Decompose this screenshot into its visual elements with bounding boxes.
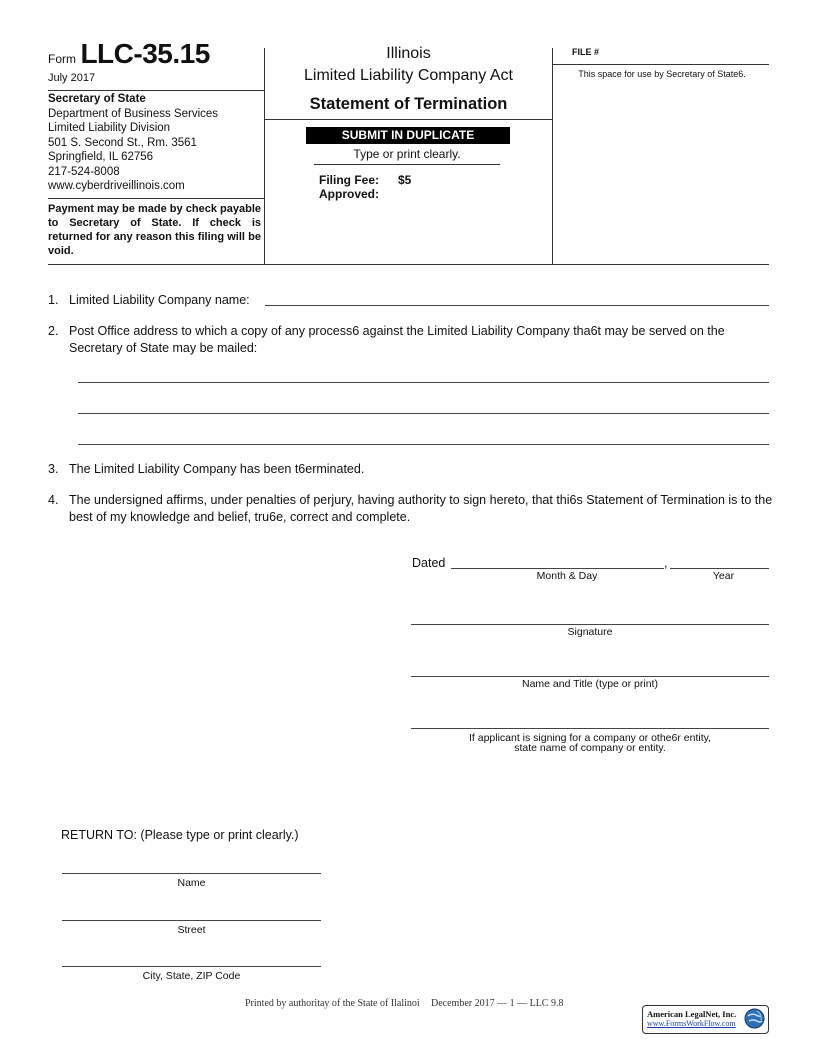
filing-fee-value: $5 bbox=[398, 173, 412, 187]
payment-note: Payment may be made by check payable to Secretary of State. If check is returned for any reason this filing will be void. bbox=[48, 203, 261, 257]
approved-label: Approved: bbox=[319, 187, 379, 201]
header-left-divider-1 bbox=[48, 90, 264, 91]
vendor-name: American LegalNet, Inc. bbox=[647, 1009, 737, 1019]
address-line: Department of Business Services bbox=[48, 107, 219, 120]
signature-caption: Signature bbox=[567, 626, 613, 638]
file-number-line bbox=[552, 64, 769, 65]
agency-block bbox=[48, 92, 263, 194]
po-address-field-3[interactable] bbox=[78, 444, 769, 445]
footer-printed-by: Printed by authoritay of the State of Ilalinoi bbox=[245, 998, 420, 1009]
form-date: July 2017 bbox=[48, 72, 96, 84]
state-name: Illinois bbox=[386, 45, 431, 62]
globe-icon bbox=[744, 1008, 765, 1029]
dated-year-field[interactable] bbox=[670, 568, 769, 569]
form-prefix: Form bbox=[48, 52, 76, 66]
dated-comma: , bbox=[664, 556, 668, 570]
address-line: Limited Liability Division bbox=[48, 122, 171, 134]
return-street-caption: Street bbox=[177, 924, 206, 936]
agency-name: Secretary of State bbox=[48, 93, 146, 105]
submit-banner: SUBMIT IN DUPLICATE bbox=[306, 127, 510, 144]
file-number-label: FILE # bbox=[572, 47, 600, 57]
return-name-field[interactable] bbox=[62, 873, 321, 874]
return-to-heading: RETURN TO: (Please type or print clearly.) bbox=[61, 828, 299, 842]
header-left-divider-2 bbox=[48, 198, 264, 199]
company-entity-field[interactable] bbox=[411, 728, 769, 729]
dated-month-day-field[interactable] bbox=[451, 568, 664, 569]
header-bottom-rule bbox=[48, 264, 769, 265]
item-3-label: The Limited Liability Company has been t6erminated. bbox=[69, 462, 365, 476]
type-print-note: Type or print clearly. bbox=[353, 147, 461, 161]
po-address-field-1[interactable] bbox=[78, 382, 769, 383]
return-city-caption: City, State, ZIP Code bbox=[142, 970, 241, 982]
address-line: Springfield, IL 62756 bbox=[48, 151, 154, 163]
vendor-url-link[interactable]: www.FormsWorkFlow.com bbox=[647, 1019, 736, 1028]
footer-page-info: December 2017 — 1 — LLC 9.8 bbox=[431, 998, 564, 1009]
return-name-caption: Name bbox=[177, 877, 206, 889]
company-entity-caption-2: state name of company or entity. bbox=[514, 742, 666, 754]
vendor-logo-box bbox=[642, 1005, 769, 1034]
signature-field[interactable] bbox=[411, 624, 769, 625]
item-1-number: 1. bbox=[48, 293, 59, 307]
item-4-number: 4. bbox=[48, 493, 59, 507]
dated-label: Dated bbox=[412, 556, 446, 570]
filing-fee-label: Filing Fee: bbox=[319, 173, 379, 187]
website: www.cyberdriveillinois.com bbox=[48, 180, 185, 192]
form-title: Statement of Termination bbox=[309, 95, 508, 113]
month-day-caption: Month & Day bbox=[536, 570, 598, 582]
form-number: LLC-35.15 bbox=[80, 38, 210, 69]
form-id-block bbox=[48, 38, 263, 70]
item-2-number: 2. bbox=[48, 324, 59, 338]
type-print-underline bbox=[314, 164, 500, 165]
company-entity-caption-1: If applicant is signing for a company or othe6r entity, bbox=[468, 732, 712, 744]
llc-name-field[interactable] bbox=[265, 305, 769, 306]
item-1-label: Limited Liability Company name: bbox=[69, 293, 250, 307]
year-caption: Year bbox=[712, 570, 735, 582]
sos-space-note: This space for use by Secretary of State6. bbox=[578, 69, 746, 79]
name-title-caption: Name and Title (type or print) bbox=[522, 678, 658, 690]
name-title-field[interactable] bbox=[411, 676, 769, 677]
header-divider-vertical-2 bbox=[552, 48, 553, 264]
address-line: 217-524-8008 bbox=[48, 165, 120, 178]
po-address-field-2[interactable] bbox=[78, 413, 769, 414]
item-3-number: 3. bbox=[48, 462, 59, 476]
item-2-label: Post Office address to which a copy of any process6 against the Limited Liability Company tha6t may be served on the Secretary of State may be mailed: bbox=[69, 324, 725, 355]
address-line: 501 S. Second St., Rm. 3561 bbox=[48, 136, 197, 149]
return-street-field[interactable] bbox=[62, 920, 321, 921]
act-name: Limited Liability Company Act bbox=[304, 67, 513, 84]
item-4-label: The undersigned affirms, under penalties of perjury, having authority to sign hereto, that thi6s Statement of Termination is to the best of my knowledge and belief, tru6e, correct and complete. bbox=[69, 493, 773, 524]
return-city-field[interactable] bbox=[62, 966, 321, 967]
title-underline bbox=[264, 119, 552, 120]
